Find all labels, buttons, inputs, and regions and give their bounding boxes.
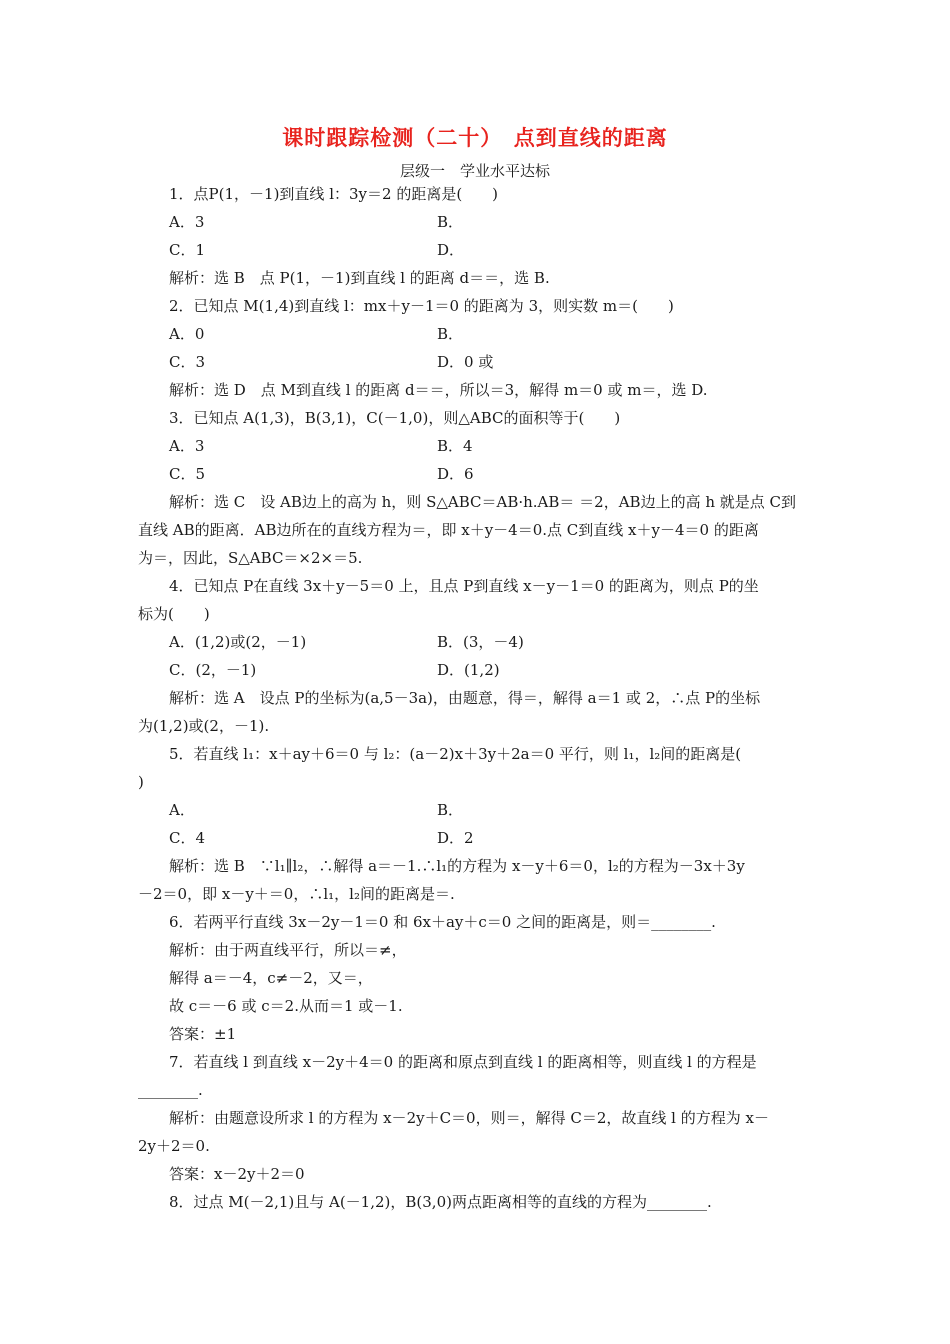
option-left: C．1 [169, 241, 206, 259]
option-right: D．(1,2) [437, 661, 500, 679]
paragraph-line: 解析：选 B ∵l₁∥l₂，∴解得 a＝－1.∴l₁的方程为 x－y＋6＝0，l₂的方程为－3x＋3y [169, 857, 745, 875]
continuation-line: ________. [138, 1081, 203, 1099]
option-left: A． [169, 801, 195, 819]
paragraph-line: 7．若直线 l 到直线 x－2y＋4＝0 的距离和原点到直线 l 的距离相等，则直线 l 的方程是 [169, 1053, 757, 1071]
paragraph-line: 解析：选 C 设 AB边上的高为 h，则 S△ABC＝AB·h.AB＝ ＝2，AB边上的高 h 就是点 C到 [169, 493, 797, 511]
paragraph-line: 解析：由题意设所求 l 的方程为 x－2y＋C＝0，则＝，解得 C＝2，故直线 l 的方程为 x－ [169, 1109, 769, 1127]
continuation-line: ) [138, 773, 144, 791]
option-left: A．(1,2)或(2，－1) [169, 633, 307, 651]
paragraph-line: 5．若直线 l₁：x＋ay＋6＝0 与 l₂：(a－2)x＋3y＋2a＝0 平行，则 l₁，l₂间的距离是( [169, 745, 742, 763]
continuation-line: 标为( ) [138, 605, 210, 623]
option-right: D．2 [437, 829, 474, 847]
document-body [138, 180, 814, 1216]
continuation-line: －2＝0，即 x－y＋＝0，∴l₁，l₂间的距离是＝. [138, 885, 455, 903]
paragraph-line: 1．点P(1，－1)到直线 l：3y＝2 的距离是( ) [169, 185, 499, 203]
continuation-line: 为＝，因此，S△ABC＝×2×＝5. [138, 549, 363, 567]
option-left: C．4 [169, 829, 206, 847]
answer-options-row [138, 656, 814, 684]
option-right: D．6 [437, 465, 474, 483]
section-subtitle: 层级一 学业水平达标 [399, 162, 550, 180]
continuation-line: 2y＋2＝0. [138, 1137, 210, 1155]
answer-options-row [138, 348, 814, 376]
paragraph-line: 故 c＝－6 或 c＝2.从而＝1 或－1. [169, 997, 403, 1015]
option-right: B．4 [437, 437, 473, 455]
paragraph-line: 3．已知点 A(1,3)，B(3,1)，C(－1,0)，则△ABC的面积等于( ) [169, 409, 621, 427]
option-left: C．5 [169, 465, 206, 483]
paragraph-line: 2．已知点 M(1,4)到直线 l：mx＋y－1＝0 的距离为 3，则实数 m＝( ) [169, 297, 674, 315]
paragraph-line: 答案：x－2y＋2＝0 [169, 1165, 305, 1183]
paragraph-line: 解析：选 D 点 M到直线 l 的距离 d＝＝，所以＝3，解得 m＝0 或 m＝，选 D. [169, 381, 708, 399]
option-right: D．0 或 [437, 353, 494, 371]
answer-options-row [138, 236, 814, 264]
option-right: B． [437, 213, 464, 231]
option-right: B． [437, 325, 464, 343]
answer-options-row [138, 208, 814, 236]
answer-options-row [138, 628, 814, 656]
paragraph-line: 4．已知点 P在直线 3x＋y－5＝0 上，且点 P到直线 x－y－1＝0 的距离为，则点 P的坐 [169, 577, 759, 595]
answer-options-row [138, 432, 814, 460]
answer-options-row [138, 796, 814, 824]
paragraph-line: 答案：±1 [169, 1025, 237, 1043]
paragraph-line: 8．过点 M(－2,1)且与 A(－1,2)，B(3,0)两点距离相等的直线的方程为________. [169, 1193, 712, 1211]
option-left: C．3 [169, 353, 206, 371]
option-right: B．(3，－4) [437, 633, 524, 651]
paragraph-line: 解析：由于两直线平行，所以＝≠， [169, 941, 407, 959]
continuation-line: 直线 AB的距离．AB边所在的直线方程为＝，即 x＋y－4＝0.点 C到直线 x＋y－4＝0 的距离 [138, 521, 759, 539]
option-left: A．3 [169, 213, 205, 231]
paragraph-line: 解析：选 A 设点 P的坐标为(a,5－3a)，由题意，得＝，解得 a＝1 或 2，∴点 P的坐标 [169, 689, 761, 707]
option-right: B． [437, 801, 464, 819]
option-right: D． [437, 241, 465, 259]
answer-options-row [138, 824, 814, 852]
answer-options-row [138, 460, 814, 488]
answer-options-row [138, 320, 814, 348]
paragraph-line: 6．若两平行直线 3x－2y－1＝0 和 6x＋ay＋c＝0 之间的距离是，则＝________. [169, 913, 716, 931]
page-title: 课时跟踪检测（二十） 点到直线的距离 [282, 126, 668, 150]
option-left: A．3 [169, 437, 205, 455]
paragraph-line: 解析：选 B 点 P(1，－1)到直线 l 的距离 d＝＝，选 B. [169, 269, 550, 287]
option-left: C．(2，－1) [169, 661, 257, 679]
continuation-line: 为(1,2)或(2，－1). [138, 717, 270, 735]
paragraph-line: 解得 a＝－4，c≠－2，又＝， [169, 969, 373, 987]
option-left: A．0 [169, 325, 205, 343]
